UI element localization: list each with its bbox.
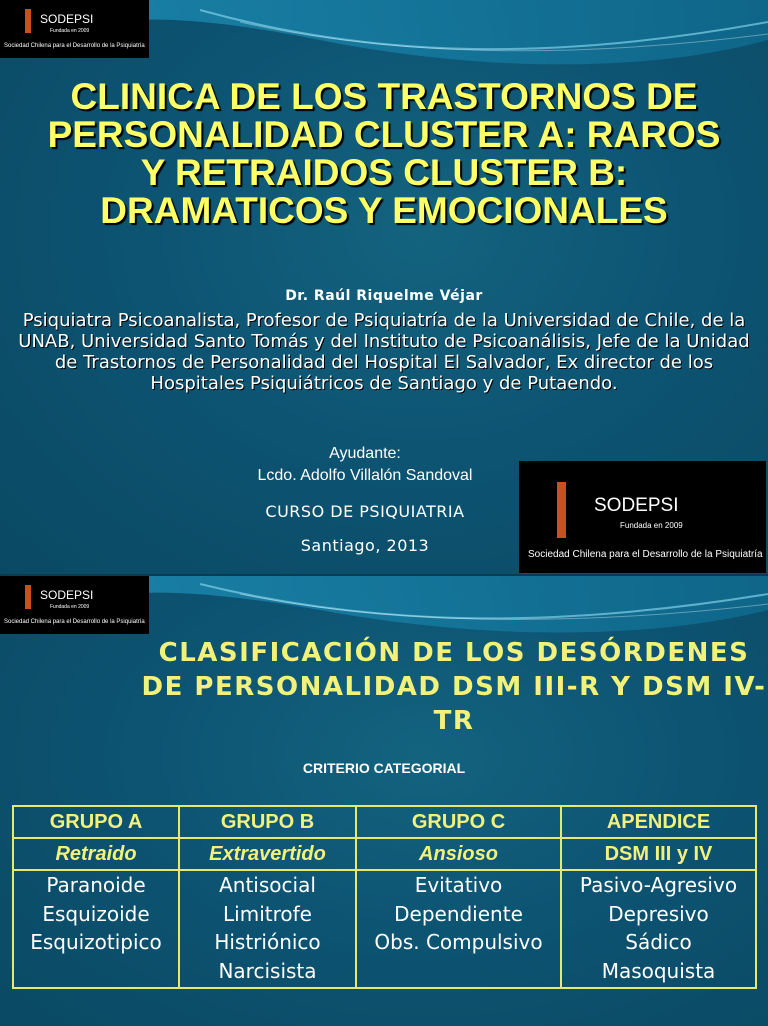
header-grupo-b: GRUPO B: [179, 806, 356, 838]
header-grupo-a: GRUPO A: [13, 806, 179, 838]
column-grupo-a: [13, 870, 179, 988]
criterion-label: CRITERIO CATEGORIAL: [302, 760, 466, 776]
logo-tagline: Sociedad Chilena para el Desarrollo de la Psiquiatría: [4, 43, 145, 49]
subheader-dsm: DSM III y IV: [561, 838, 756, 870]
table-header-row: [13, 806, 756, 838]
subheader-extravertido: Extravertido: [179, 838, 356, 870]
header-grupo-c: GRUPO C: [356, 806, 561, 838]
subheader-ansioso: Ansioso: [356, 838, 561, 870]
slide-title: CLINICA DE LOS TRASTORNOS DE PERSONALIDAD CLUSTER A: RAROS Y RETRAIDOS CLUSTER B: DRAMATICOS Y EMOCIONALES: [47, 76, 721, 231]
list-item: Esquizoide: [42, 901, 150, 926]
author-bio: Psiquiatra Psicoanalista, Profesor de Psiquiatría de la Universidad de Chile, de la UNAB, Universidad Santo Tomás y del Instituto de Psicoanálisis, Jefe de la Unidad de Trastornos de Personalidad del Hospital El Salvador, Ex director de los Hospitales Psiquiátricos de Santiago y de Putaendo.: [18, 310, 750, 394]
logo-name: SODEPSI: [594, 495, 679, 516]
logo-name: SODEPSI: [40, 12, 94, 26]
column-apendice: [561, 870, 756, 988]
header-apendice: APENDICE: [561, 806, 756, 838]
list-item: Dependiente: [394, 901, 523, 926]
list-item: Narcisista: [218, 958, 317, 983]
logo-tagline: Sociedad Chilena para el Desarrollo de la Psiquiatría: [4, 619, 145, 625]
column-grupo-c: [356, 870, 561, 988]
assistant-name: Lcdo. Adolfo Villalón Sandoval: [257, 467, 473, 484]
list-item: Pasivo-Agresivo: [579, 873, 738, 897]
logo-founded: Fundada en 2009: [50, 604, 90, 610]
list-item: Sádico: [625, 930, 692, 954]
author-name: Dr. Raúl Riquelme Véjar: [285, 288, 483, 304]
list-item: Paranoide: [46, 873, 146, 897]
logo-bar-icon: [25, 585, 31, 609]
sodepsi-logo: [0, 0, 149, 58]
list-item: Limitrofe: [223, 901, 312, 926]
dsm-classification-table: [12, 805, 757, 989]
list-item: Masoquista: [601, 958, 716, 983]
list-item: Esquizotipico: [30, 930, 162, 954]
logo-bar-icon: [557, 482, 566, 538]
subheader-retraido: Retraido: [13, 838, 179, 870]
table-row: [13, 870, 756, 988]
place-date: Santiago, 2013: [300, 536, 430, 555]
logo-founded: Fundada en 2009: [50, 28, 90, 34]
list-item: Histriónico: [214, 930, 321, 954]
logo-bar-icon: [25, 9, 31, 33]
logo-tagline: Sociedad Chilena para el Desarrollo de la Psiquiatría: [528, 549, 763, 560]
table-subheader-row: [13, 838, 756, 870]
sodepsi-logo: [0, 576, 149, 634]
column-grupo-b: [179, 870, 356, 988]
slide-title: CLASIFICACIÓN DE LOS DESÓRDENES DE PERSONALIDAD DSM III-R Y DSM IV-TR: [141, 638, 767, 736]
list-item: Evitativo: [414, 873, 503, 897]
sodepsi-logo-large: [519, 461, 766, 573]
list-item: Antisocial: [219, 873, 316, 897]
assistant-label: Ayudante:: [329, 445, 401, 462]
list-item: Obs. Compulsivo: [374, 930, 543, 954]
logo-founded: Fundada en 2009: [620, 521, 683, 530]
list-item: Depresivo: [608, 901, 709, 926]
course-name: CURSO DE PSIQUIATRIA: [265, 502, 465, 521]
logo-name: SODEPSI: [40, 588, 94, 602]
classification-slide: [0, 574, 768, 1026]
